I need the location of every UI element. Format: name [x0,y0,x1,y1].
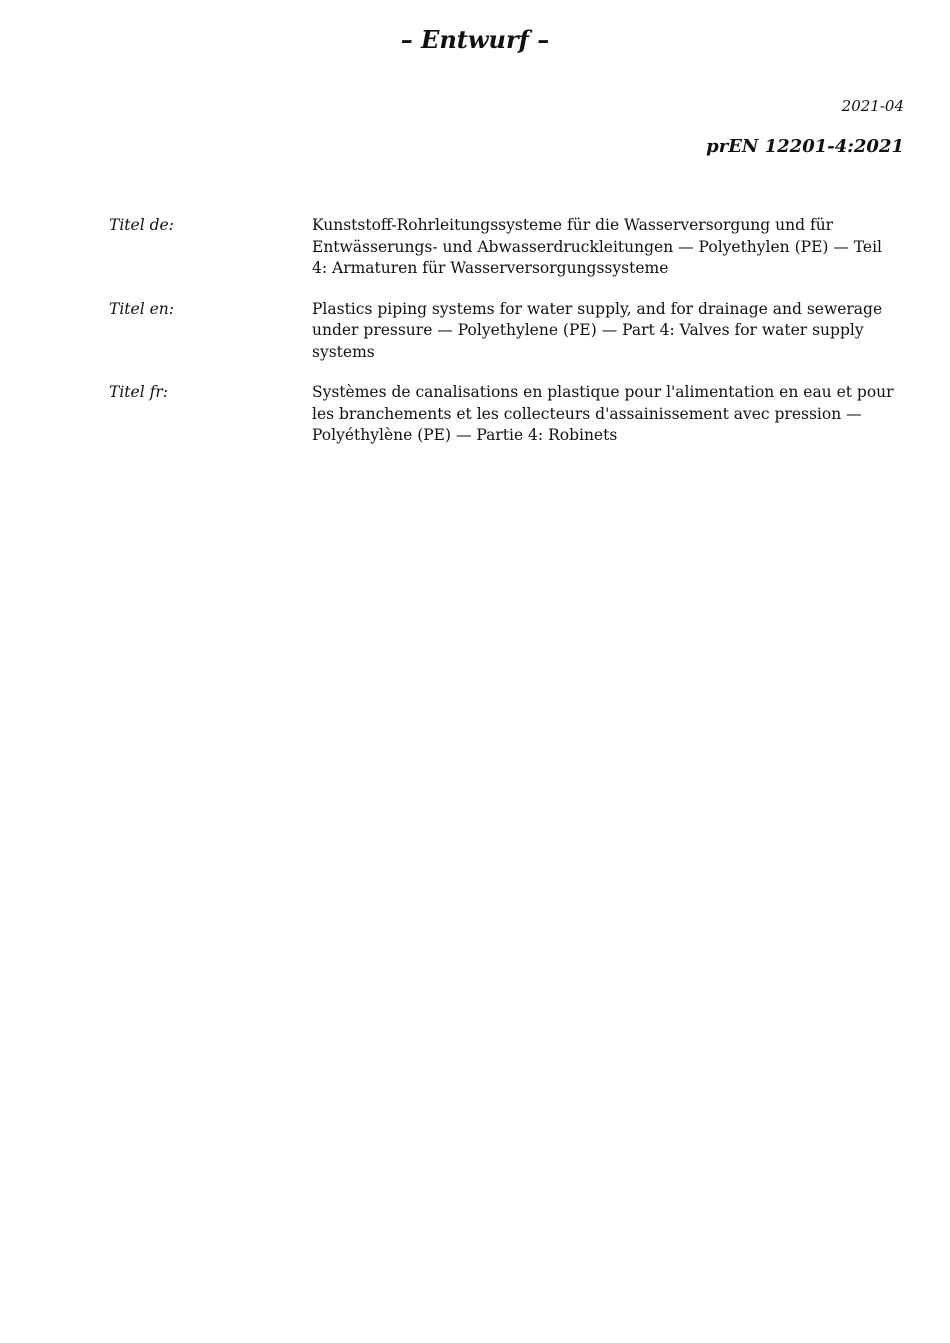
title-row-en [109,299,904,364]
title-row-fr [109,382,904,447]
title-label-de: Titel de: [109,216,174,234]
title-label-fr: Titel fr: [109,383,168,401]
document-date: 2021-04 [841,97,904,115]
title-text-de: Kunststoff-Rohrleitungssysteme für die Wasserversorgung und für Entwässerungs- und Abwasserdruckleitungen — Polyethylen (PE) — Teil 4: Armaturen für Wasserversorgungssysteme [312,216,883,277]
title-table [109,215,904,466]
title-text-fr: Systèmes de canalisations en plastique pour l'alimentation en eau et pour les branchements et les collecteurs d'assainissement avec pression — Polyéthylène (PE) — Partie 4: Robinets [312,383,894,444]
title-row-de [109,215,904,280]
title-text-en: Plastics piping systems for water supply, and for drainage and sewerage under pressure — Polyethylene (PE) — Part 4: Valves for water supply systems [312,299,883,361]
draft-title: – Entwurf – [400,25,550,54]
document-number: prEN 12201-4:2021 [706,136,904,157]
title-label-en: Titel en: [109,299,174,318]
